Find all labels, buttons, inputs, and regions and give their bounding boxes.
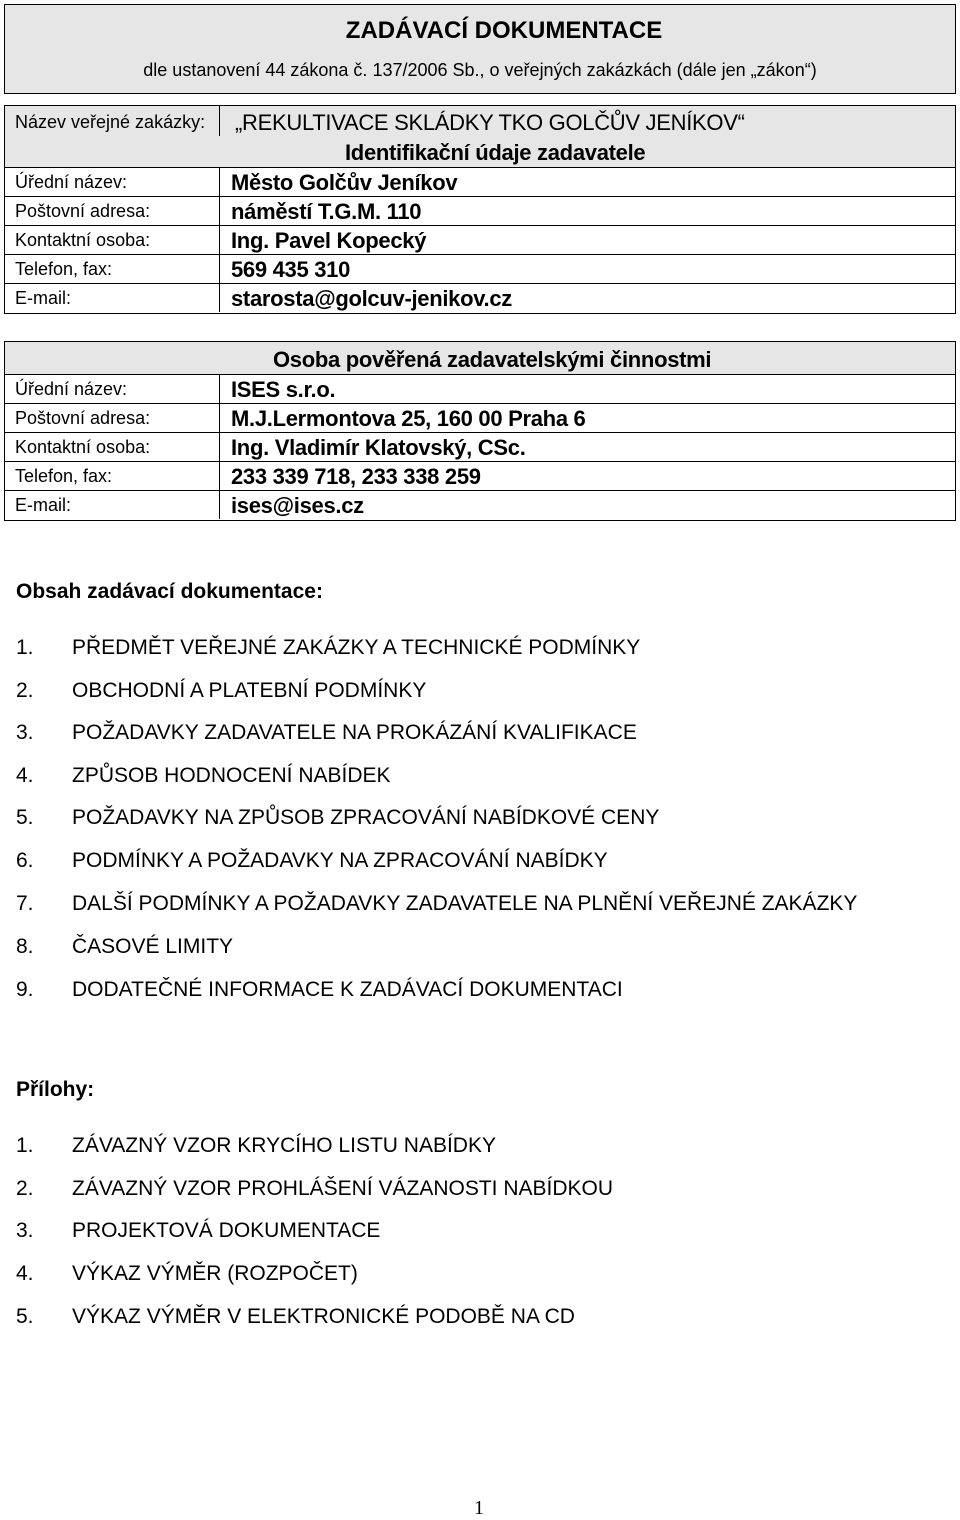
osoba-label-osoba: Kontaktní osoba: <box>15 437 151 457</box>
contents-item-text: ZPŮSOB HODNOCENÍ NABÍDEK <box>72 764 391 787</box>
contents-item-text: POŽADAVKY ZADAVATELE NA PROKÁZÁNÍ KVALIFIKACE <box>72 721 637 744</box>
contents-item-text: POŽADAVKY NA ZPŮSOB ZPRACOVÁNÍ NABÍDKOVÉ CENY <box>72 806 660 829</box>
zadavatel-label-nazev: Úřední název: <box>15 172 128 192</box>
contents-item-number: 7. <box>16 892 34 915</box>
osoba-label-email: E-mail: <box>15 495 72 515</box>
zadavatel-value-adresa: náměstí T.G.M. 110 <box>231 199 422 224</box>
prilohy-item-number: 5. <box>16 1305 34 1328</box>
prilohy-item-number: 2. <box>16 1177 34 1200</box>
prilohy-item-number: 4. <box>16 1262 34 1285</box>
contents-item-number: 3. <box>16 721 34 744</box>
document-title: ZADÁVACÍ DOKUMENTACE <box>345 17 663 44</box>
contents-item-text: PŘEDMĚT VEŘEJNÉ ZAKÁZKY A TECHNICKÉ PODMÍNKY <box>72 636 641 659</box>
osoba-header: Osoba pověřená zadavatelskými činnostmi <box>273 347 712 372</box>
osoba-label-telefon: Telefon, fax: <box>15 466 113 486</box>
zadavatel-label-telefon: Telefon, fax: <box>15 259 113 279</box>
zadavatel-label-osoba: Kontaktní osoba: <box>15 230 151 250</box>
osoba-label-adresa: Poštovní adresa: <box>15 408 151 428</box>
zakazka-label: Název veřejné zakázky: <box>15 112 206 132</box>
osoba-value-osoba: Ing. Vladimír Klatovský, CSc. <box>231 435 526 460</box>
prilohy-item-text: ZÁVAZNÝ VZOR PROHLÁŠENÍ VÁZANOSTI NABÍDKOU <box>72 1177 614 1200</box>
zadavatel-value-osoba: Ing. Pavel Kopecký <box>231 228 427 253</box>
zadavatel-value-telefon: 569 435 310 <box>231 257 351 282</box>
osoba-label-nazev: Úřední název: <box>15 379 128 399</box>
contents-item-number: 2. <box>16 679 34 702</box>
contents-item-number: 9. <box>16 978 34 1001</box>
contents-item-text: PODMÍNKY A POŽADAVKY NA ZPRACOVÁNÍ NABÍDKY <box>72 849 608 872</box>
zadavatel-label-adresa: Poštovní adresa: <box>15 201 151 221</box>
osoba-table <box>4 341 956 521</box>
prilohy-item-text: PROJEKTOVÁ DOKUMENTACE <box>72 1219 381 1242</box>
zadavatel-value-email[interactable]: starosta@golcuv-jenikov.cz <box>231 286 512 311</box>
contents-item-text: ČASOVÉ LIMITY <box>72 935 234 958</box>
zadavatel-table <box>4 105 956 314</box>
page-number: 1 <box>474 1497 484 1519</box>
prilohy-item-number: 3. <box>16 1219 34 1242</box>
contents-item-text: DODATEČNÉ INFORMACE K ZADÁVACÍ DOKUMENTACI <box>72 978 623 1001</box>
zadavatel-value-nazev: Město Golčův Jeníkov <box>231 170 458 195</box>
contents-item-number: 4. <box>16 764 34 787</box>
zadavatel-label-email: E-mail: <box>15 288 72 308</box>
contents-item-number: 1. <box>16 636 34 659</box>
contents-heading: Obsah zadávací dokumentace: <box>16 580 323 603</box>
contents-item-text: DALŠÍ PODMÍNKY A POŽADAVKY ZADAVATELE NA PLNĚNÍ VEŘEJNÉ ZAKÁZKY <box>72 892 858 915</box>
prilohy-item-text: VÝKAZ VÝMĚR (ROZPOČET) <box>72 1262 358 1285</box>
osoba-value-nazev: ISES s.r.o. <box>231 377 336 402</box>
prilohy-item-number: 1. <box>16 1134 34 1157</box>
osoba-value-adresa: M.J.Lermontova 25, 160 00 Praha 6 <box>231 406 586 431</box>
prilohy-item-text: ZÁVAZNÝ VZOR KRYCÍHO LISTU NABÍDKY <box>72 1134 496 1157</box>
title-box <box>4 4 956 94</box>
document-subtitle: dle ustanovení 44 zákona č. 137/2006 Sb., o veřejných zakázkách (dále jen „zákon“) <box>143 60 817 80</box>
osoba-value-email[interactable]: ises@ises.cz <box>231 493 364 518</box>
prilohy-heading: Přílohy: <box>16 1078 95 1101</box>
prilohy-item-text: VÝKAZ VÝMĚR V ELEKTRONICKÉ PODOBĚ NA CD <box>72 1305 575 1328</box>
contents-item-number: 8. <box>16 935 34 958</box>
zakazka-name: „REKULTIVACE SKLÁDKY TKO GOLČŮV JENÍKOV“ <box>235 110 745 135</box>
zadavatel-header: Identifikační údaje zadavatele <box>345 140 646 165</box>
contents-item-number: 6. <box>16 849 34 872</box>
osoba-value-telefon: 233 339 718, 233 338 259 <box>231 464 481 489</box>
contents-item-number: 5. <box>16 806 34 829</box>
contents-item-text: OBCHODNÍ A PLATEBNÍ PODMÍNKY <box>72 679 427 702</box>
